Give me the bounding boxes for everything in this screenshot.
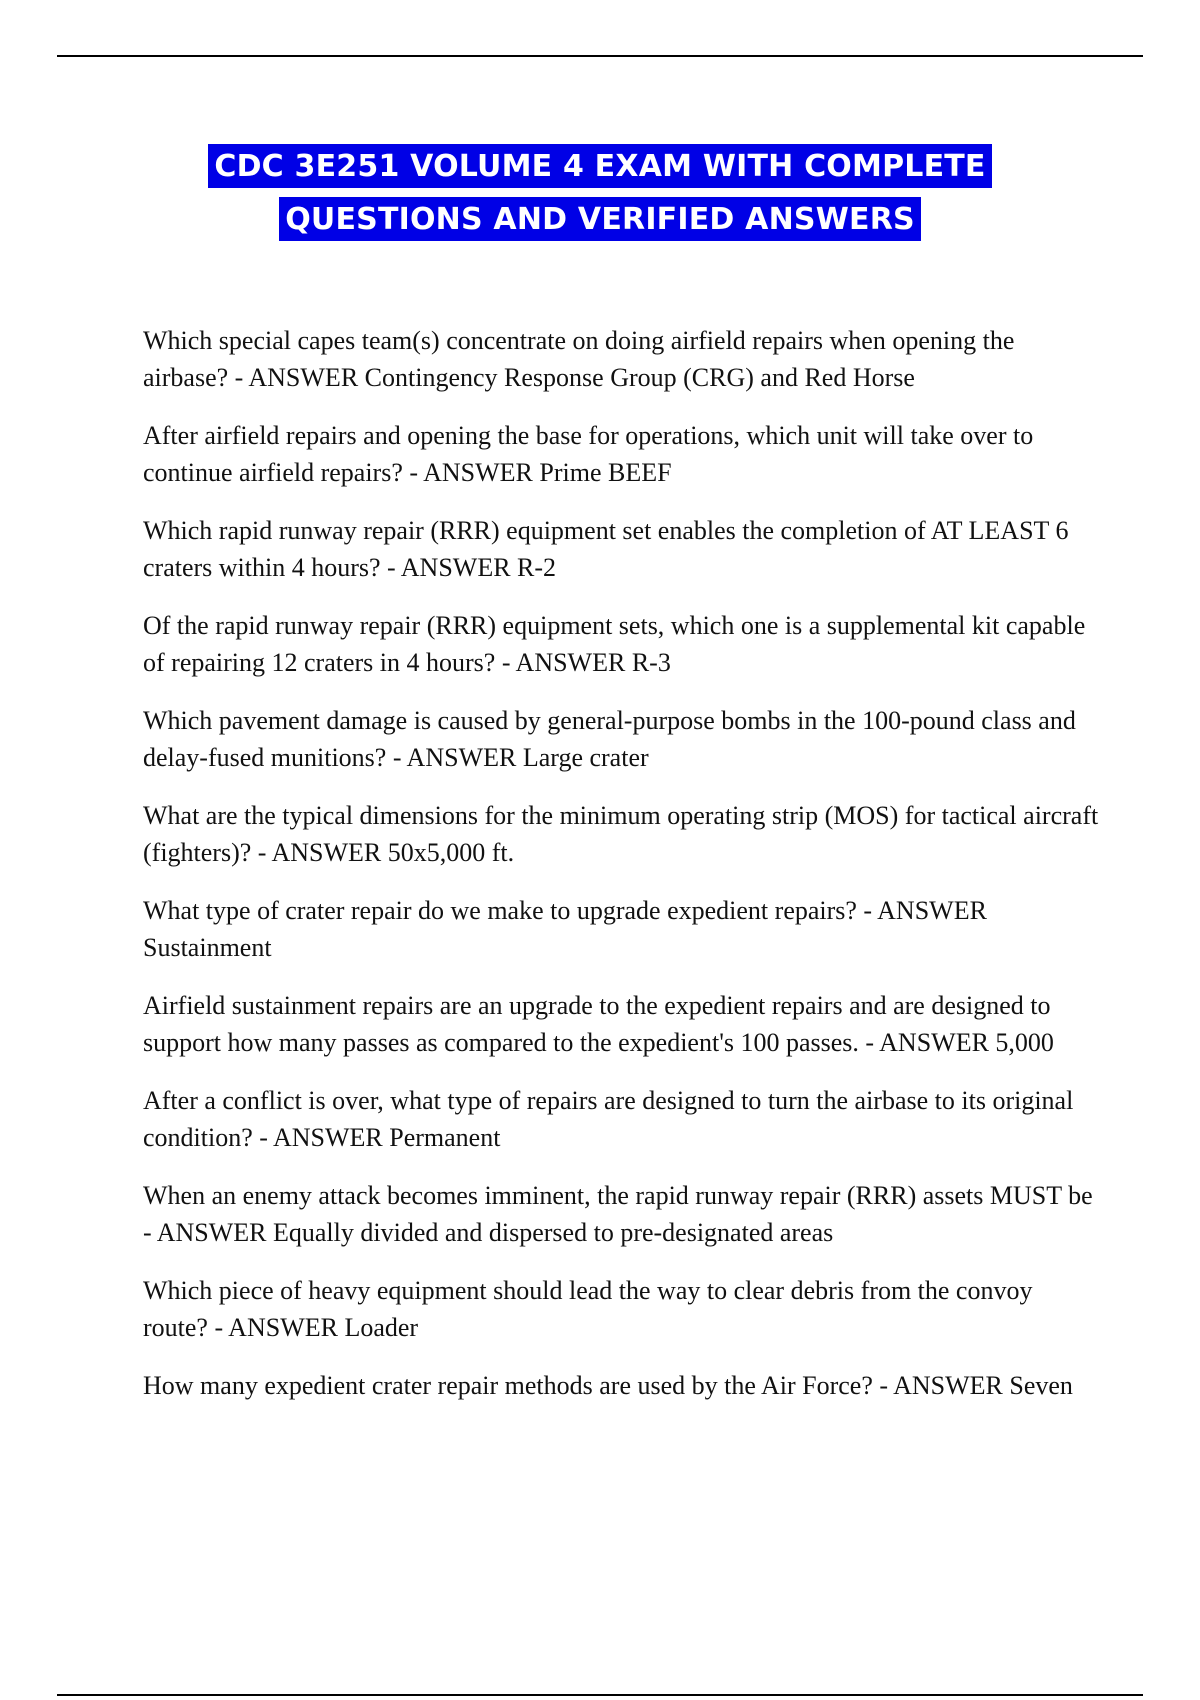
qa-item: Of the rapid runway repair (RRR) equipment sets, which one is a supplemental kit capable of repairing 12 craters in 4 hours? - ANSWER R-3 — [143, 611, 1086, 677]
qa-list — [143, 322, 1103, 1425]
title-line-1: CDC 3E251 VOLUME 4 EXAM WITH COMPLETE — [208, 144, 991, 188]
bottom-rule — [57, 1694, 1143, 1696]
qa-item: How many expedient crater repair methods are used by the Air Force? - ANSWER Seven — [143, 1371, 1073, 1400]
qa-item: Airfield sustainment repairs are an upgrade to the expedient repairs and are designed to support how many passes as compared to the expedient's 100 passes. - ANSWER 5,000 — [143, 991, 1054, 1057]
title-line-2: QUESTIONS AND VERIFIED ANSWERS — [279, 197, 921, 241]
qa-item: Which pavement damage is caused by general-purpose bombs in the 100-pound class and delay-fused munitions? - ANSWER Large crater — [143, 706, 1076, 772]
qa-item: Which piece of heavy equipment should lead the way to clear debris from the convoy route? - ANSWER Loader — [143, 1276, 1033, 1342]
qa-item: Which rapid runway repair (RRR) equipment set enables the completion of AT LEAST 6 craters within 4 hours? - ANSWER R-2 — [143, 516, 1069, 582]
qa-item: After airfield repairs and opening the base for operations, which unit will take over to continue airfield repairs? - ANSWER Prime BEEF — [143, 421, 1034, 487]
qa-item: After a conflict is over, what type of repairs are designed to turn the airbase to its original condition? - ANSWER Permanent — [143, 1086, 1074, 1152]
qa-item: Which special capes team(s) concentrate on doing airfield repairs when opening the airbase? - ANSWER Contingency Response Group (CRG) and Red Horse — [143, 326, 1015, 392]
qa-item: What are the typical dimensions for the minimum operating strip (MOS) for tactical aircraft (fighters)? - ANSWER 50x5,000 ft. — [143, 801, 1099, 867]
document-title — [0, 144, 1200, 250]
qa-item: What type of crater repair do we make to upgrade expedient repairs? - ANSWER Sustainment — [143, 896, 987, 962]
qa-item: When an enemy attack becomes imminent, the rapid runway repair (RRR) assets MUST be - ANSWER Equally divided and dispersed to pre-designated areas — [143, 1181, 1093, 1247]
top-rule — [57, 55, 1143, 57]
